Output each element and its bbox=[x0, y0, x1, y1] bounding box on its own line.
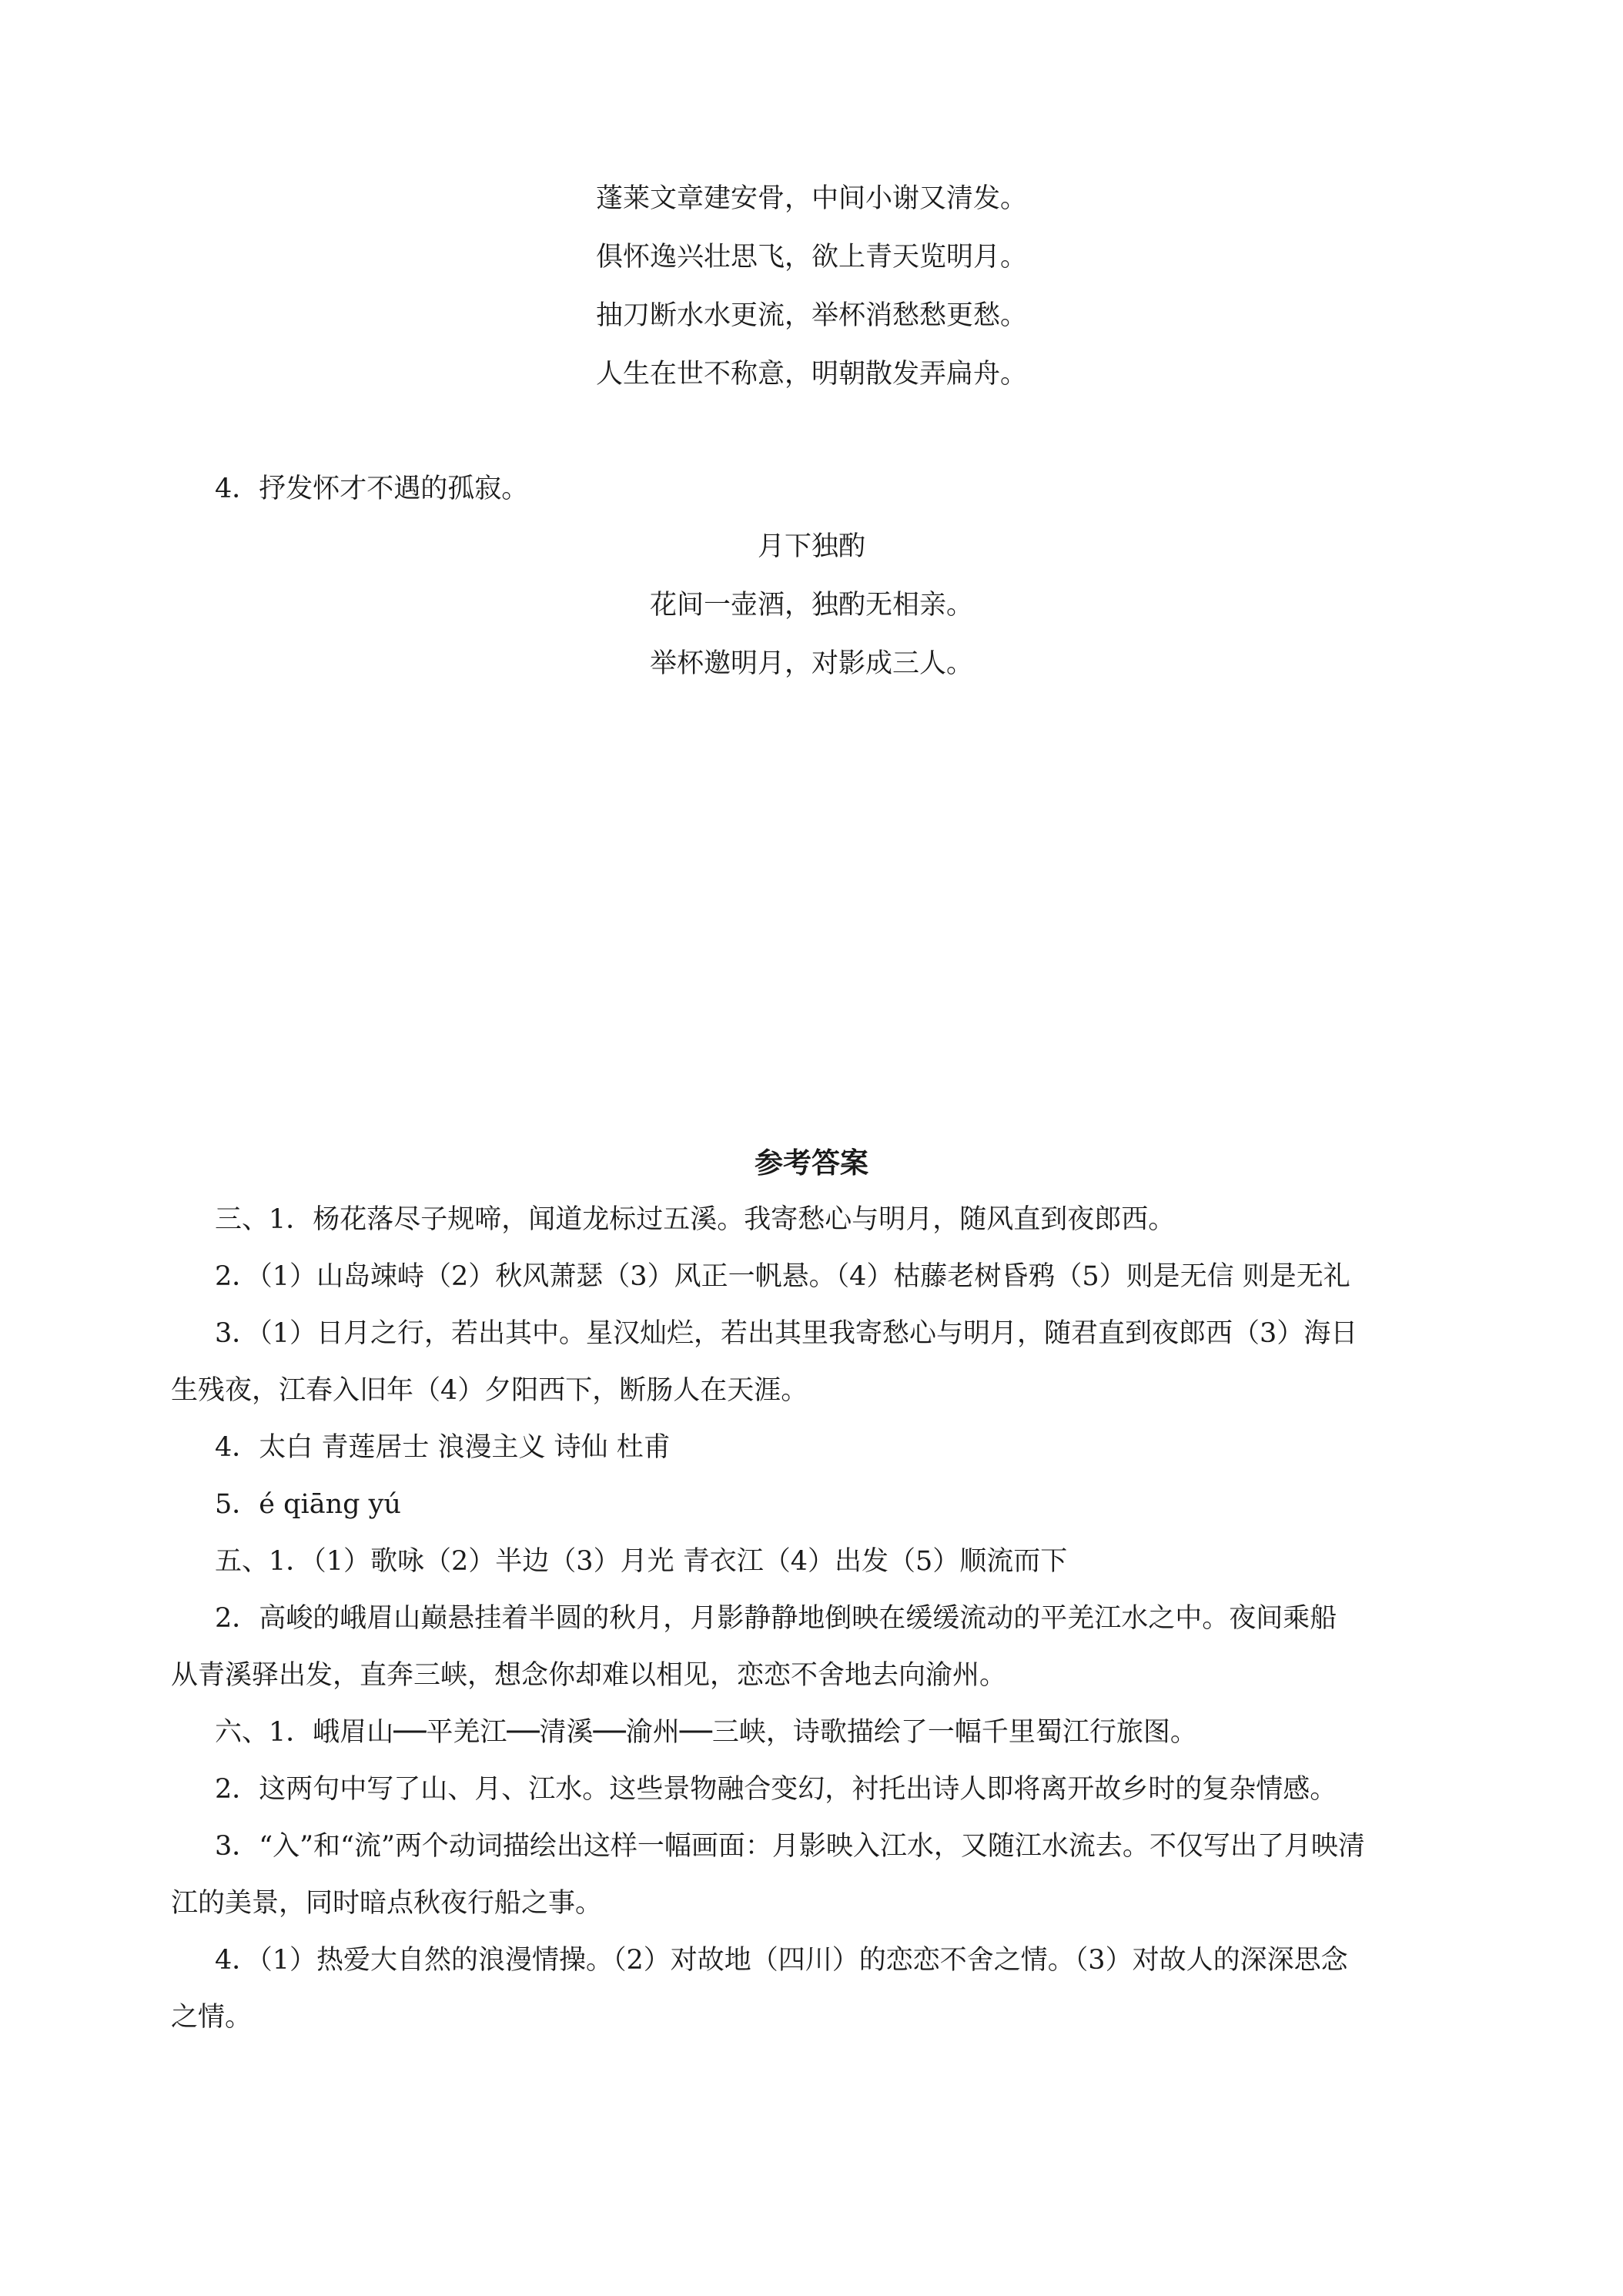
answer-line: 3．“入”和“流”两个动词描绘出这样一幅画面：月影映入江水，又随江水流去。不仅写出了月映清 bbox=[215, 1831, 1365, 1862]
poem-line: 抽刀断水水更流，举杯消愁愁更愁。 bbox=[595, 300, 1027, 331]
answer-line: 4．太白 青莲居士 浪漫主义 诗仙 杜甫 bbox=[215, 1432, 671, 1463]
answer-line: 从青溪驿出发，直奔三峡，想念你却难以相见，恋恋不舍地去向渝州。 bbox=[171, 1660, 1007, 1691]
poem-line: 俱怀逸兴壮思飞，欲上青天览明月。 bbox=[595, 242, 1027, 273]
answers-heading: 参考答案 bbox=[755, 1146, 868, 1180]
answer-line: 三、1．杨花落尽子规啼，闻道龙标过五溪。我寄愁心与明月，随风直到夜郎西。 bbox=[215, 1204, 1176, 1235]
answer-line: 生残夜，江春入旧年（4）夕阳西下，断肠人在天涯。 bbox=[171, 1375, 808, 1406]
poem-title: 月下独酌 bbox=[757, 531, 865, 562]
answer-line: 2．高峻的峨眉山巅悬挂着半圆的秋月，月影静静地倒映在缓缓流动的平羌江水之中。夜间乘船 bbox=[215, 1603, 1337, 1634]
poem-line: 花间一壶酒，独酌无相亲。 bbox=[649, 590, 973, 621]
poem-line: 人生在世不称意，明朝散发弄扁舟。 bbox=[595, 359, 1027, 390]
answer-line: 3．（1）日月之行，若出其中。星汉灿烂，若出其里我寄愁心与明月，随君直到夜郎西（3）海日 bbox=[215, 1318, 1358, 1349]
answer-line: 4．（1）热爱大自然的浪漫情操。（2）对故地（四川）的恋恋不舍之情。（3）对故人的深深思念 bbox=[215, 1945, 1348, 1976]
answer-line: 六、1．峨眉山──平羌江──清溪──渝州──三峡，诗歌描绘了一幅千里蜀江行旅图。 bbox=[215, 1717, 1197, 1748]
answer-line: 江的美景，同时暗点秋夜行船之事。 bbox=[171, 1888, 603, 1919]
answer-line: 2．这两句中写了山、月、江水。这些景物融合变幻，衬托出诗人即将离开故乡时的复杂情感。 bbox=[215, 1774, 1337, 1805]
poem-line: 举杯邀明月，对影成三人。 bbox=[649, 648, 973, 679]
answer-line: 之情。 bbox=[171, 2002, 253, 2033]
question-item-4: 4．抒发怀才不遇的孤寂。 bbox=[215, 474, 529, 504]
poem-line: 蓬莱文章建安骨，中间小谢又清发。 bbox=[595, 183, 1027, 214]
answer-line: 五、1．（1）歌咏（2）半边（3）月光 青衣江（4）出发（5）顺流而下 bbox=[215, 1546, 1068, 1577]
answer-line: 2．（1）山岛竦峙（2）秋风萧瑟（3）风正一帆悬。（4）枯藤老树昏鸦（5）则是无信 则是无礼 bbox=[215, 1261, 1350, 1292]
answer-line: 5．é qiāng yú bbox=[215, 1489, 401, 1520]
